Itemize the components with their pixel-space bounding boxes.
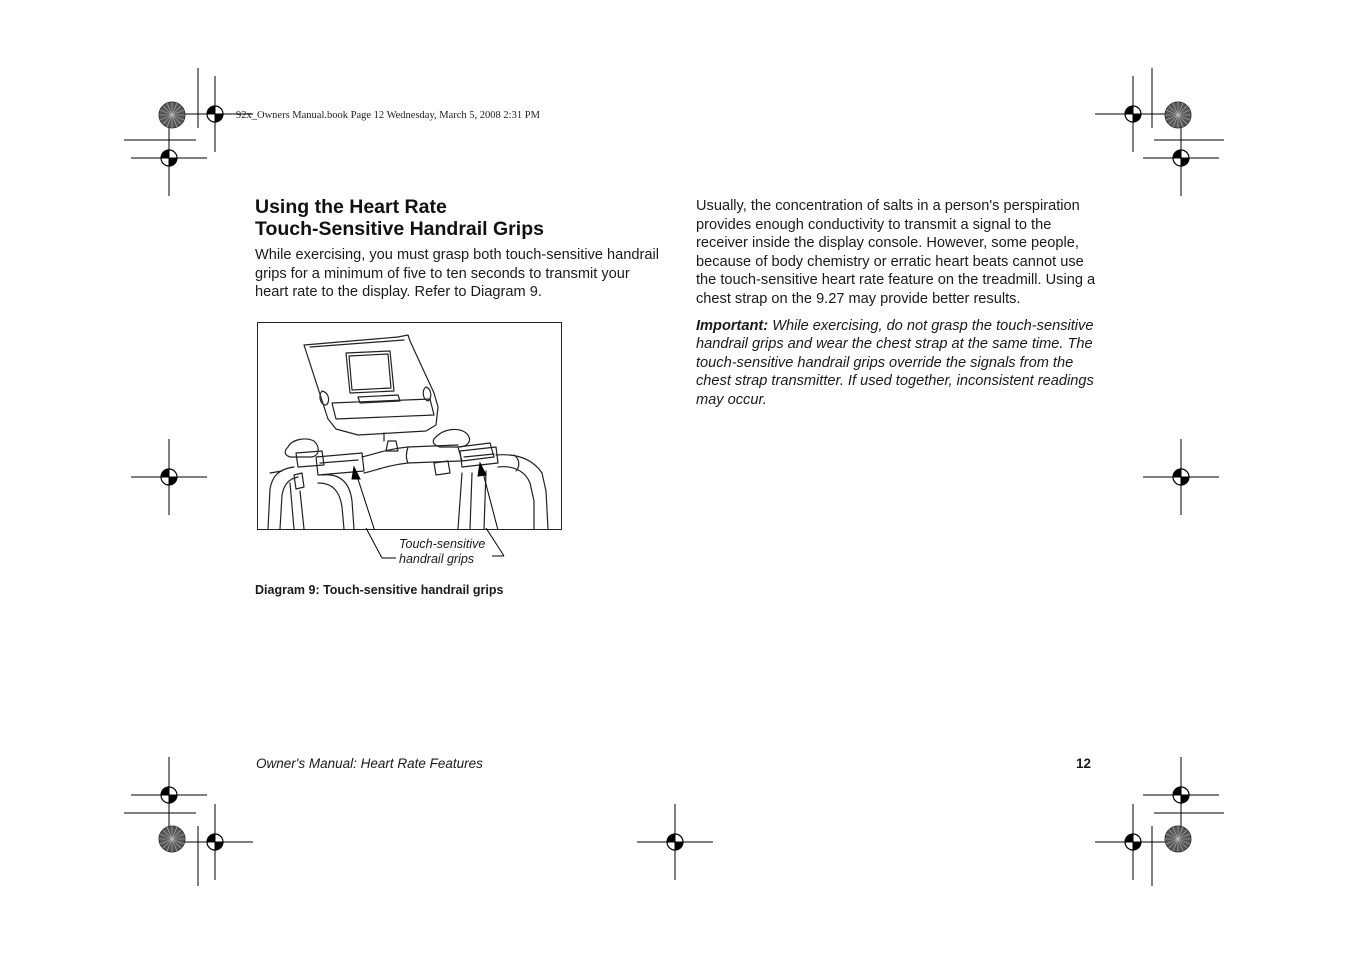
important-label: Important:	[696, 317, 769, 334]
treadmill-diagram	[257, 322, 562, 530]
section-title-line-1: Using the Heart Rate	[255, 196, 447, 218]
diagram-caption: Diagram 9: Touch-sensitive handrail grips	[255, 583, 504, 597]
important-text: While exercising, do not grasp the touch-sensitive handrail grips and wear the chest strap at the same time. The touch-sensitive handrail grips override the signals from the chest strap transmitter. If used together, inconsistent readings may occur.	[696, 317, 1094, 408]
section-title-line-2: Touch-Sensitive Handrail Grips	[255, 218, 544, 240]
callout-line-1: Touch-sensitive	[399, 537, 486, 551]
footer-title: Owner's Manual: Heart Rate Features	[256, 756, 483, 771]
conductivity-paragraph: Usually, the concentration of salts in a person's perspiration provides enough conductivity to transmit a signal to the receiver inside the display console. However, some people, because of body chemistry or erratic heart beats cannot use the touch-sensitive heart rate feature on the treadmill. Using a chest strap on the 9.27 may provide better results.	[696, 198, 1096, 307]
callout-line-2: handrail grips	[399, 552, 475, 566]
page-number: 12	[1076, 756, 1092, 771]
treadmill-console-illustration	[258, 323, 561, 529]
important-note	[696, 317, 1096, 410]
right-column	[696, 197, 1096, 418]
section-title	[255, 196, 675, 240]
intro-paragraph: While exercising, you must grasp both touch-sensitive handrail grips for a minimum of five to ten seconds to transmit your heart rate to the display. Refer to Diagram 9.	[255, 247, 659, 301]
print-header: 92x_Owners Manual.book Page 12 Wednesday, March 5, 2008 2:31 PM	[236, 110, 540, 121]
diagram-callout	[399, 537, 485, 567]
